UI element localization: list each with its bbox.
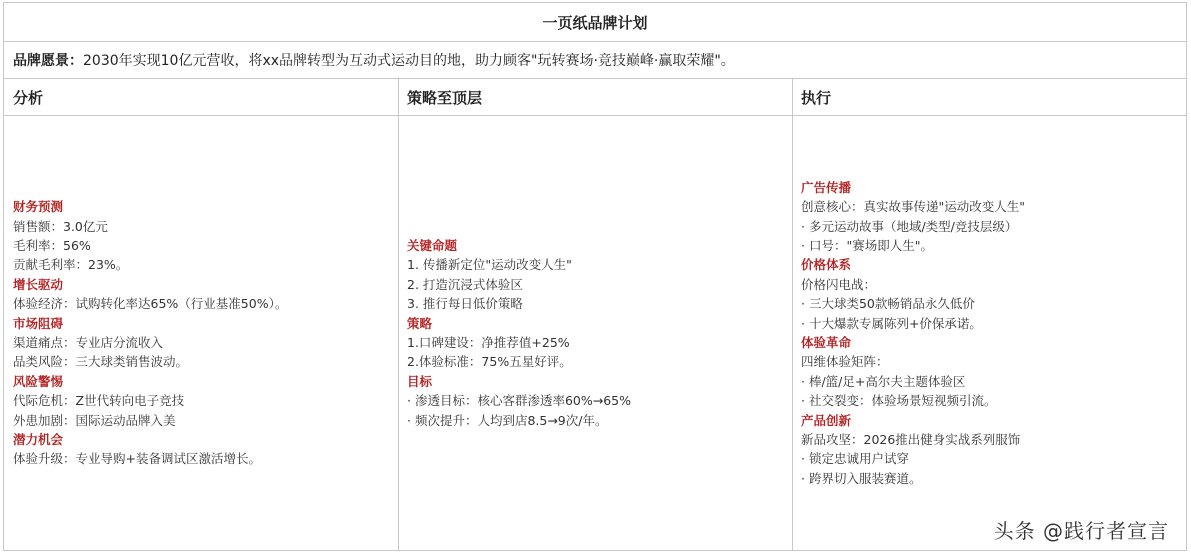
section-line: 3. 推行每日低价策略 [407, 296, 523, 312]
header-execution: 执行 [801, 88, 832, 107]
section-line: 外患加剧：国际运动品牌入美 [13, 412, 176, 428]
section-line: · 三大球类50款畅销品永久低价 [801, 296, 975, 312]
column-header-row [4, 79, 1186, 116]
brand-vision-text: 2030年实现10亿元营收，将xx品牌转型为互动式运动目的地，助力顾客"玩转赛场·竞技巅峰·赢取荣耀"。 [83, 53, 735, 69]
section-line: · 口号："赛场即人生"。 [801, 237, 933, 253]
section-line: · 跨界切入服装赛道。 [801, 470, 922, 486]
section-heading: 目标 [407, 373, 433, 389]
brand-plan-table [3, 2, 1187, 551]
section-line: · 频次提升：人均到店8.5→9次/年。 [407, 412, 608, 428]
section-line: 价格闪电战： [801, 276, 877, 292]
brand-vision-label: 品牌愿景： [13, 53, 83, 69]
section-heading: 关键命题 [407, 237, 458, 253]
section-line: 销售额：3.0亿元 [13, 218, 108, 234]
section-line: 1. 传播新定位"运动改变人生" [407, 257, 572, 273]
section-heading: 体验革命 [801, 335, 852, 350]
section-line: · 棒/篮/足+高尔夫主题体验区 [801, 373, 966, 389]
header-strategy: 策略至顶层 [407, 88, 483, 107]
section-line: 1.口碑建设：净推荐值+25% [407, 335, 570, 350]
section-heading: 策略 [407, 315, 433, 331]
section-line: · 社交裂变：体验场景短视频引流。 [801, 393, 997, 409]
strategy-column [398, 116, 792, 550]
section-line: · 锁定忠诚用户试穿 [801, 451, 909, 467]
page-title: 一页纸品牌计划 [4, 3, 1186, 42]
section-line: 毛利率：56% [13, 237, 91, 253]
section-line: 渠道痛点：专业店分流收入 [13, 335, 164, 350]
brand-vision-row [4, 42, 1186, 79]
section-heading: 市场阻碍 [13, 315, 64, 331]
section-line: 2.体验标准：75%五星好评。 [407, 354, 572, 370]
section-line: 四维体验矩阵： [801, 354, 889, 370]
section-line: 新品攻坚：2026推出健身实战系列服饰 [801, 432, 1021, 448]
section-line: 体验经济：试购转化率达65%（行业基准50%）。 [13, 296, 288, 312]
section-heading: 潜力机会 [13, 432, 64, 448]
section-line: 2. 打造沉浸式体验区 [407, 276, 523, 292]
section-heading: 增长驱动 [13, 276, 64, 292]
section-heading: 广告传播 [801, 179, 852, 195]
watermark: 头条 @践行者宣言 [993, 519, 1169, 543]
section-line: 创意核心：真实故事传递"运动改变人生" [801, 199, 1025, 215]
execution-column [792, 116, 1186, 550]
section-heading: 价格体系 [801, 257, 852, 273]
section-line: 体验升级：专业导购+装备调试区激活增长。 [13, 451, 261, 467]
section-line: · 渗透目标：核心客群渗透率60%→65% [407, 393, 631, 409]
section-line: 代际危机：Z世代转向电子竞技 [13, 393, 185, 409]
section-heading: 财务预测 [13, 199, 64, 215]
header-analysis: 分析 [13, 88, 44, 107]
section-line: · 十大爆款专属陈列+价保承诺。 [801, 315, 982, 331]
section-line: 贡献毛利率：23%。 [13, 257, 129, 273]
analysis-column [4, 116, 398, 550]
section-line: · 多元运动故事（地域/类型/竞技层级） [801, 218, 1018, 234]
section-heading: 风险警惕 [13, 373, 64, 389]
section-line: 品类风险：三大球类销售波动。 [13, 354, 189, 370]
section-heading: 产品创新 [801, 412, 852, 428]
